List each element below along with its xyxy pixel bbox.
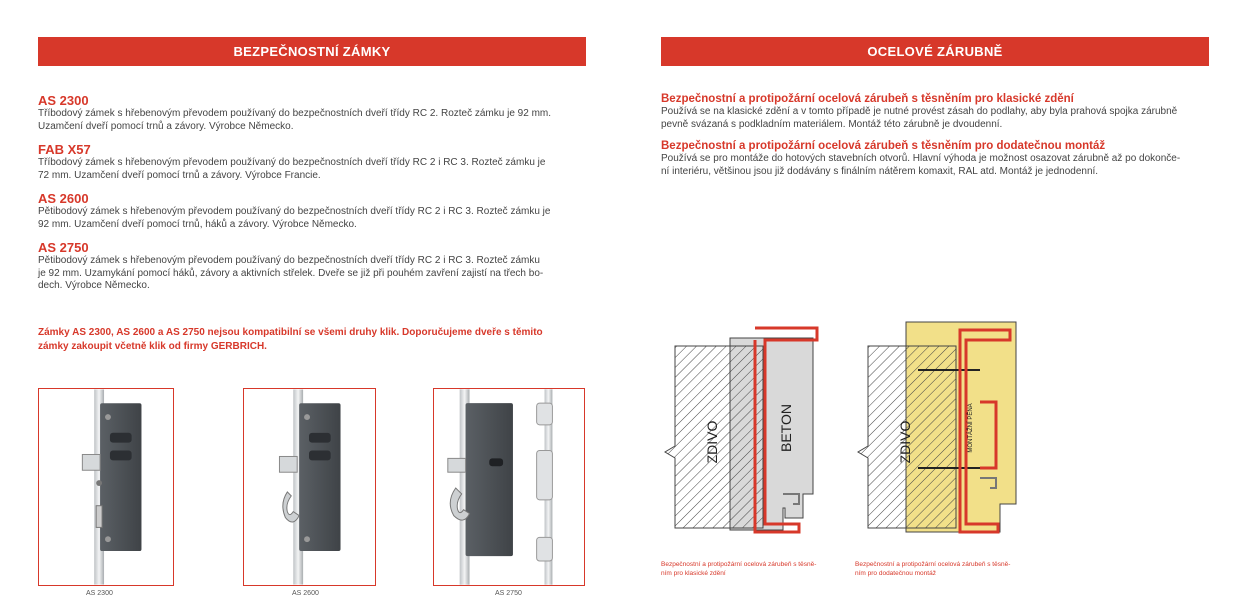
lock-title: AS 2600 <box>38 191 89 206</box>
frame-item-retrofit <box>661 140 1213 178</box>
caption-line: Bezpečnostní a protipožární ocelová zárubeň s těsně- <box>855 561 1011 568</box>
photo-caption: AS 2600 <box>292 590 319 597</box>
lock-title: FAB X57 <box>38 142 91 157</box>
section-banner-frames: OCELOVÉ ZÁRUBNĚ <box>661 37 1209 66</box>
lock-description <box>38 108 588 133</box>
frame-section-classic-icon <box>655 318 825 558</box>
frame-section-retrofit-icon <box>848 318 1023 558</box>
note-line: Zámky AS 2300, AS 2600 a AS 2750 nejsou kompatibilní se všemi druhy klik. Doporučujeme dveře s těmito <box>38 327 543 338</box>
frame-description <box>661 153 1213 178</box>
desc-line: Pětibodový zámek s hřebenovým převodem používaný do bezpečnostních dveří třídy RC 2 i RC 3. Rozteč zámku je <box>38 206 551 217</box>
caption-line: Bezpečnostní a protipožární ocelová zárubeň s těsně- <box>661 561 817 568</box>
frames-list <box>661 93 1213 187</box>
desc-line: Používá se na klasické zdění a v tomto případě je nutné provést zásah do podlahy, aby byla prahová spojka zárubně <box>661 106 1178 117</box>
wall-label: ZDIVO <box>704 420 720 464</box>
locks-list <box>38 93 588 302</box>
desc-line: Pětibodový zámek s hřebenovým převodem používaný do bezpečnostních dveří třídy RC 2 i RC 3. Rozteč zámku <box>38 255 540 266</box>
lock-photo-as2600 <box>243 388 376 586</box>
photo-caption: AS 2750 <box>495 590 522 597</box>
desc-line: ní interiéru, většinou jsou již dodávány s finálním nátěrem komaxit, RAL atd. Montáž je jednodenní. <box>661 165 1099 177</box>
lock-photo-as2750 <box>433 388 585 586</box>
lock-item-as2300 <box>38 93 588 133</box>
lock-title: AS 2750 <box>38 240 89 255</box>
lock-as2300-icon <box>39 389 173 585</box>
desc-line: Tříbodový zámek s hřebenovým převodem používaný do bezpečnostních dveří třídy RC 2. Rozteč zámku je 92 mm. <box>38 108 552 119</box>
fill-label: MONTÁŽNÍ PĚNA <box>968 403 974 453</box>
lock-description <box>38 255 588 293</box>
lock-item-as2600 <box>38 191 588 231</box>
lock-item-fabx57 <box>38 142 588 182</box>
lock-item-as2750 <box>38 240 588 293</box>
photo-caption: AS 2300 <box>86 590 113 597</box>
desc-line: je 92 mm. Uzamykání pomocí háků, závory a aktivních střelek. Dveře se již při pouhém zavření zajistí na třech bo- <box>38 267 544 279</box>
frame-title: Bezpečnostní a protipožární ocelová zárubeň s těsněním pro klasické zdění <box>661 93 1074 105</box>
wall-label: ZDIVO <box>897 420 913 464</box>
lock-as2600-icon <box>244 389 375 585</box>
desc-line: pevně svázaná s podkladním materiálem. Montáž této zárubně je dvoudenní. <box>661 118 1003 130</box>
frame-description <box>661 106 1213 131</box>
lock-description <box>38 157 588 182</box>
frame-diagram-classic <box>655 318 825 558</box>
desc-line: Tříbodový zámek s hřebenovým převodem používaný do bezpečnostních dveří třídy RC 2 i RC 3. Rozteč zámku je <box>38 157 546 168</box>
caption-line: ním pro klasické zdění <box>661 569 726 577</box>
diagram-caption <box>855 561 1045 578</box>
desc-line: dech. Výrobce Německo. <box>38 280 150 291</box>
frame-item-classic <box>661 93 1213 131</box>
frame-title: Bezpečnostní a protipožární ocelová zárubeň s těsněním pro dodatečnou montáž <box>661 140 1106 152</box>
lock-photo-as2300 <box>38 388 174 586</box>
desc-line: Používá se pro montáže do hotových stavebních otvorů. Hlavní výhoda je možnost osazovat zárubně až po dokonče- <box>661 153 1181 164</box>
lock-title: AS 2300 <box>38 93 89 108</box>
caption-line: ním pro dodatečnou montáž <box>855 569 936 577</box>
compatibility-note <box>38 326 590 353</box>
desc-line: 92 mm. Uzamčení dveří pomocí trnů, háků a závory. Výrobce Německo. <box>38 218 357 230</box>
fill-label: BETON <box>778 404 794 452</box>
diagram-caption <box>661 561 851 578</box>
frame-diagram-retrofit <box>848 318 1023 558</box>
lock-as2750-icon <box>434 389 584 585</box>
desc-line: Uzamčení dveří pomocí trnů a závory. Výrobce Německo. <box>38 120 294 132</box>
note-line: zámky zakoupit včetně klik od firmy GERBRICH. <box>38 340 267 352</box>
lock-description <box>38 206 588 231</box>
section-banner-locks: BEZPEČNOSTNÍ ZÁMKY <box>38 37 586 66</box>
desc-line: 72 mm. Uzamčení dveří pomocí trnů a závory. Výrobce Francie. <box>38 169 321 181</box>
